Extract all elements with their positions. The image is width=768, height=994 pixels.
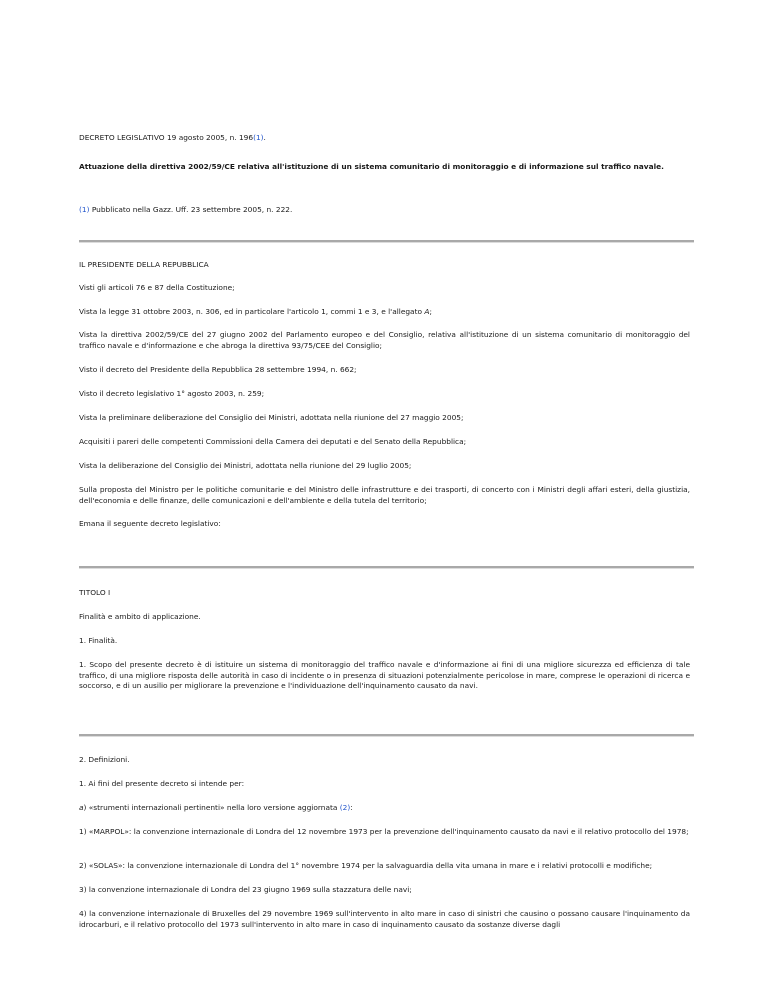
article-2-item-1: 1) «MARPOL»: la convenzione internazionale di Londra del 12 novembre 1973 per la prevenzione dell'inquinamento causato da navi e il relativo protocollo del 1978;: [79, 827, 689, 836]
preamble-pareri: Acquisiti i pareri delle competenti Commissioni della Camera dei deputati e del Senato della Repubblica;: [79, 437, 467, 446]
president-heading: IL PRESIDENTE DELLA REPUBBLICA: [79, 260, 209, 269]
preamble-legge-allegato: A: [424, 307, 430, 316]
letter-a-end: :: [350, 803, 353, 812]
decree-title: [79, 133, 690, 144]
footnote-1: [79, 205, 690, 216]
decree-title-text: DECRETO LEGISLATIVO 19 agosto 2005, n. 196: [79, 133, 254, 142]
titolo-subtitle: Finalità e ambito di applicazione.: [79, 612, 201, 621]
footnote-anchor-1[interactable]: (1): [79, 205, 90, 214]
section-divider: [79, 566, 694, 569]
preamble-preliminare: Vista la preliminare deliberazione del Consiglio dei Ministri, adottata nella riunione del 27 maggio 2005;: [79, 413, 464, 422]
titolo-heading: TITOLO I: [79, 588, 111, 597]
article-2-item-3: 3) la convenzione internazionale di Londra del 23 giugno 1969 sulla stazzatura delle navi;: [79, 885, 412, 894]
article-2-item-2: 2) «SOLAS»: la convenzione internazionale di Londra del 1° novembre 1974 per la salvaguardia della vita umana in mare e i relativi protocolli e modifiche;: [79, 861, 653, 870]
preamble-proposta: Sulla proposta del Ministro per le politiche comunitarie e del Ministro delle infrastrutture e dei trasporti, di concerto con i Ministri degli affari esteri, della giustizia, dell'economia e delle finanze, delle comunicazioni e dell'ambiente e della tutela del territorio;: [79, 485, 690, 505]
preamble-legge: [79, 307, 690, 318]
article-2-heading: 2. Definizioni.: [79, 755, 130, 764]
section-divider: [79, 240, 694, 243]
preamble-emana: Emana il seguente decreto legislativo:: [79, 519, 221, 528]
article-2-comma-1: 1. Ai fini del presente decreto si intende per:: [79, 779, 245, 788]
preamble-dpr: Visto il decreto del Presidente della Repubblica 28 settembre 1994, n. 662;: [79, 365, 357, 374]
footnote-link-2[interactable]: (2): [339, 803, 351, 812]
preamble-deliberazione: Vista la deliberazione del Consiglio dei Ministri, adottata nella riunione del 29 luglio 2005;: [79, 461, 412, 470]
letter-a-text: ) «strumenti internazionali pertinenti» nella loro versione aggiornata: [83, 803, 340, 812]
footnote-link-1[interactable]: (1): [253, 133, 264, 142]
preamble-legge-end: ;: [429, 307, 432, 316]
preamble-visti: Visti gli articoli 76 e 87 della Costituzione;: [79, 283, 235, 292]
letter-a-label: a: [79, 803, 84, 812]
section-divider: [79, 734, 694, 737]
article-2-letter-a: [79, 803, 690, 814]
preamble-dlgs: Visto il decreto legislativo 1° agosto 2003, n. 259;: [79, 389, 265, 398]
decree-subject: Attuazione della direttiva 2002/59/CE relativa all'istituzione di un sistema comunitario di monitoraggio e di informazione sul traffico navale.: [79, 162, 664, 171]
decree-title-end: .: [263, 133, 266, 142]
article-1-comma-1: 1. Scopo del presente decreto è di istituire un sistema di monitoraggio del traffico navale e d'informazione ai fini di una migliore sicurezza ed efficienza di tale traffico, di una migliore risposta delle autorità in caso di incidente o in presenza di situazioni potenzialmente pericolose in mare, comprese le operazioni di ricerca e soccorso, e di un ausilio per migliorare la prevenzione e l'individuazione dell'inquinamento causato da navi.: [79, 660, 690, 690]
preamble-direttiva: Vista la direttiva 2002/59/CE del 27 giugno 2002 del Parlamento europeo e del Consiglio, relativa all'istituzione di un sistema comunitario di monitoraggio del traffico navale e d'informazione e che abroga la direttiva 93/75/CEE del Consiglio;: [79, 330, 690, 350]
preamble-legge-text: Vista la legge 31 ottobre 2003, n. 306, ed in particolare l'articolo 1, commi 1 e 3, e l'allegato: [79, 307, 425, 316]
footnote-text: Pubblicato nella Gazz. Uff. 23 settembre 2005, n. 222.: [89, 205, 293, 214]
article-1-heading: 1. Finalità.: [79, 636, 118, 645]
article-2-item-4: 4) la convenzione internazionale di Bruxelles del 29 novembre 1969 sull'intervento in alto mare in caso di sinistri che causino o possano causare l'inquinamento da idrocarburi, e il relativo protocollo del 1973 sull'intervento in alto mare in caso di inquinamento causato da sostanze diverse dagli: [79, 909, 690, 929]
